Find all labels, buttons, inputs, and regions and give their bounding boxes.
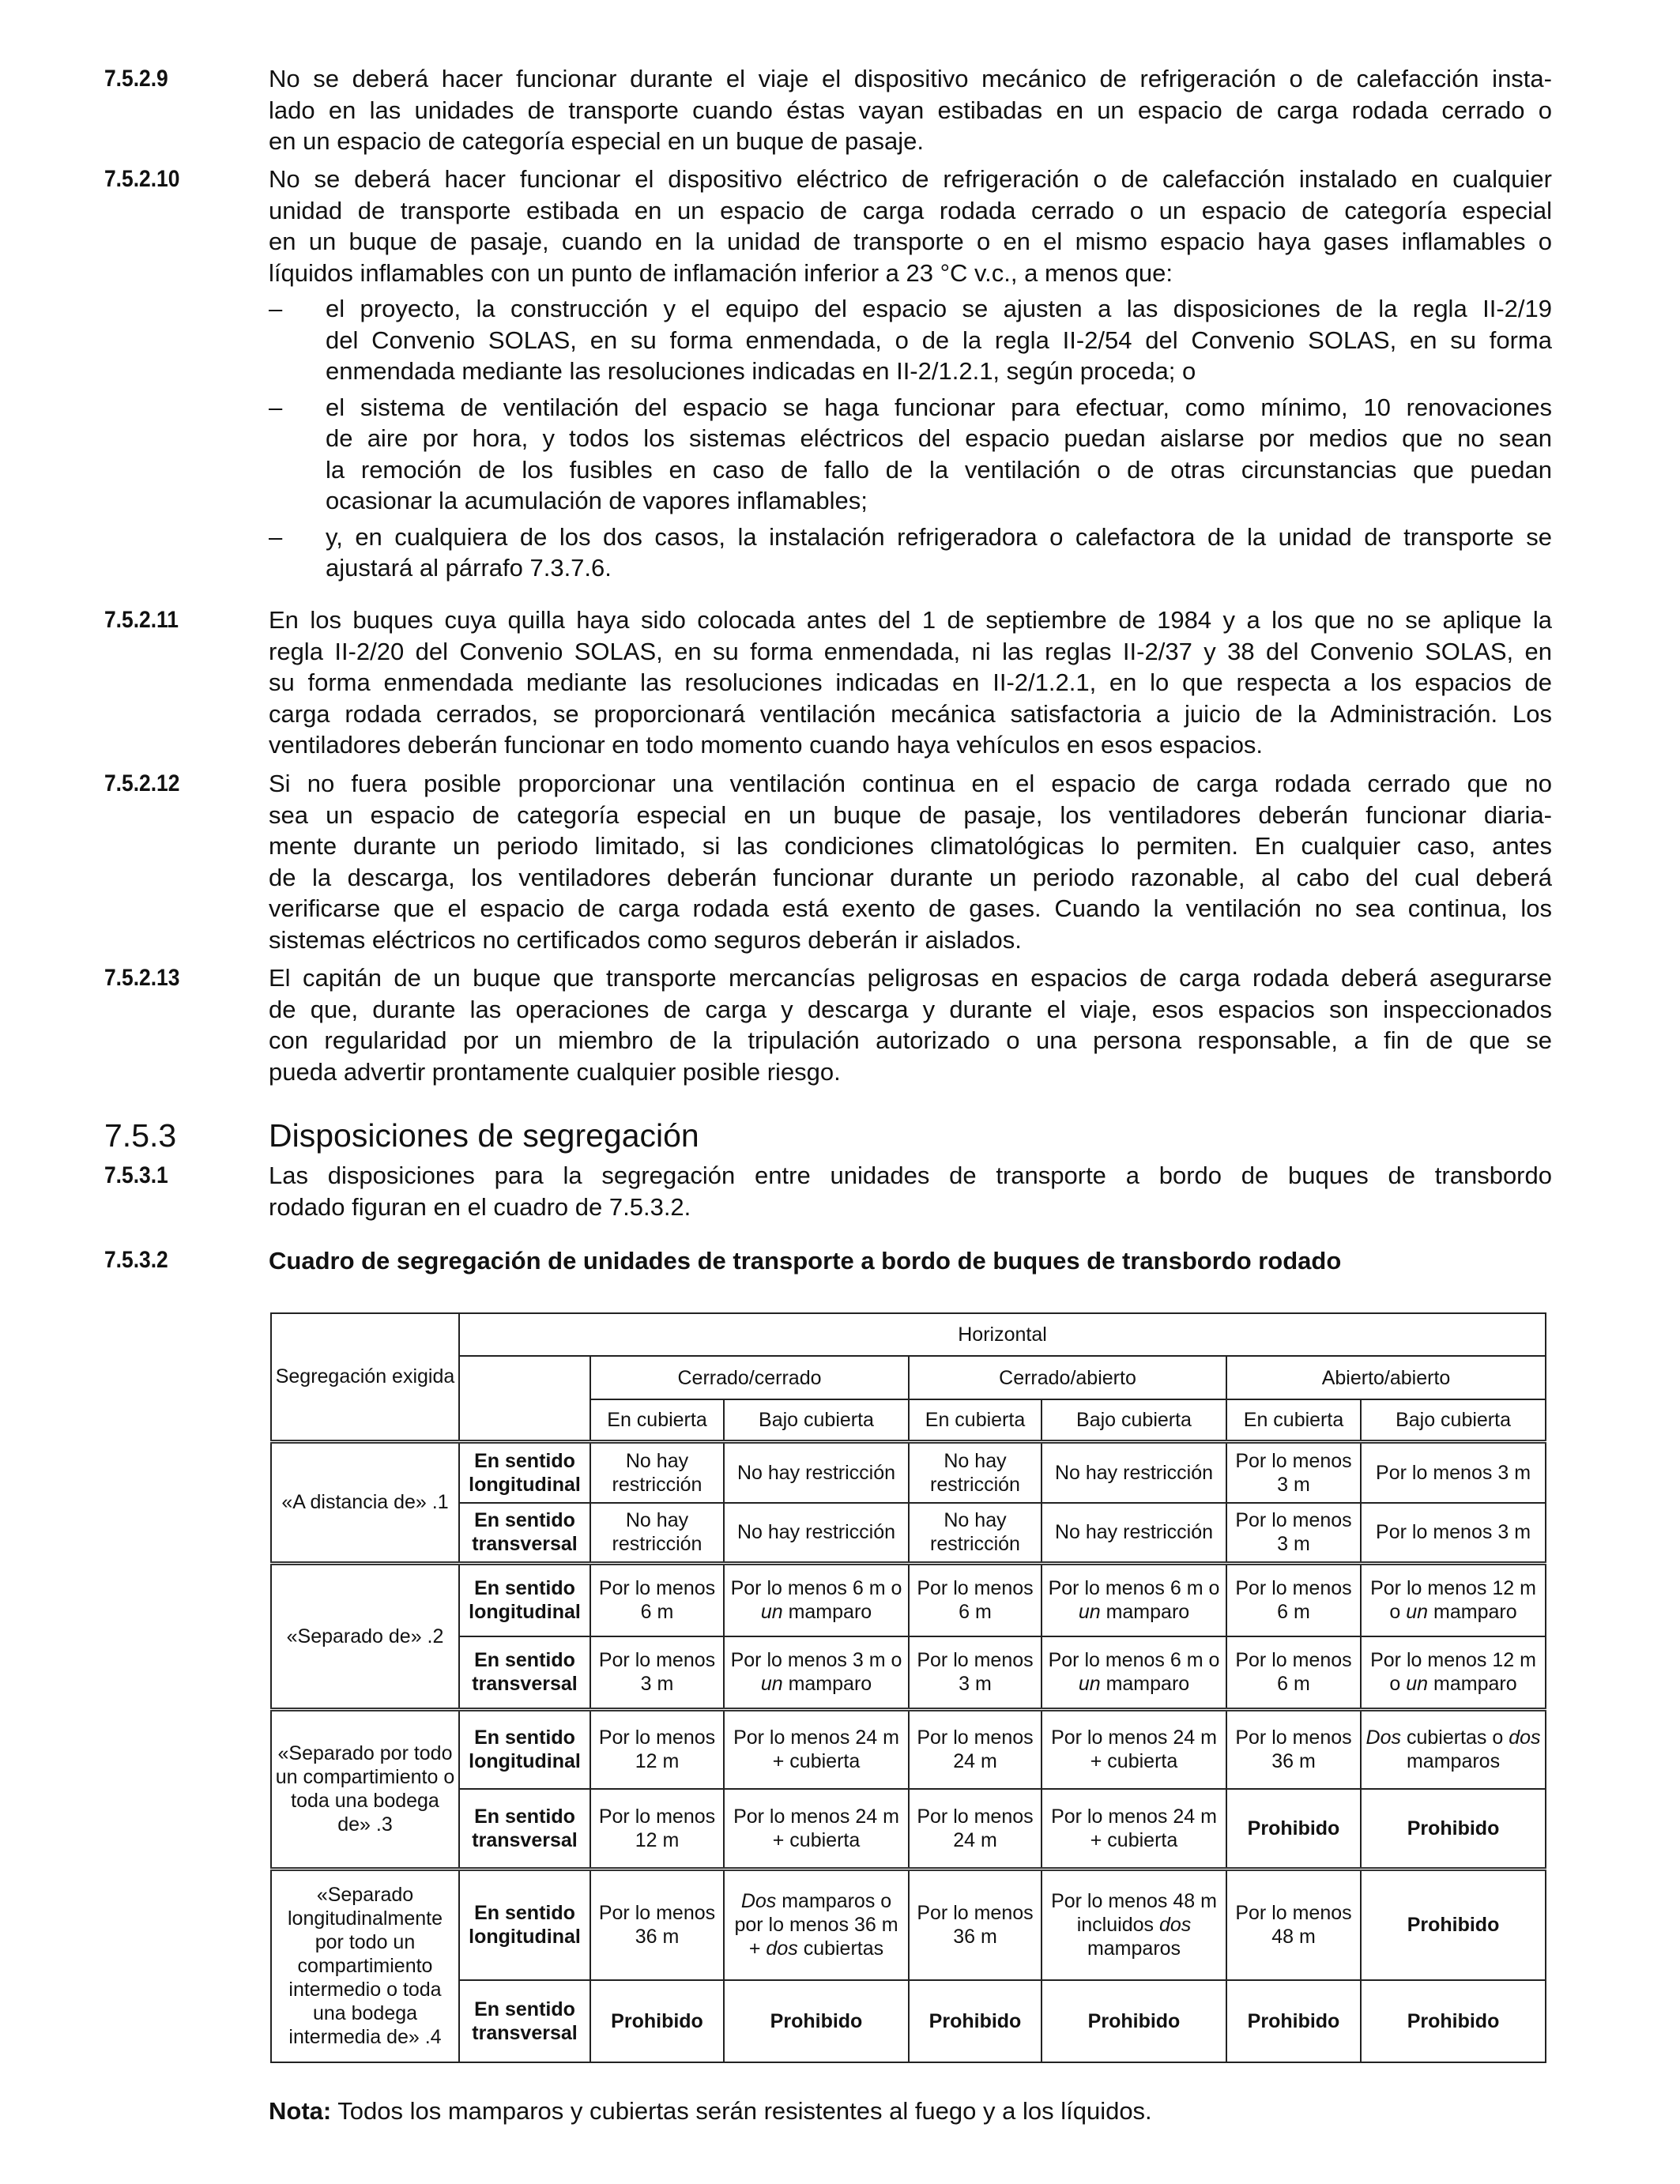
text-line: en un espacio de categoría especial en un buque de pasaje. bbox=[269, 127, 925, 155]
text-line: de que, durante las operaciones de carga y descarga y durante el viaje, esos espacios son inspeccionados bbox=[269, 995, 1552, 1023]
text-line: la remoción de los fusibles en caso de fallo de la ventilación o de otras circunstancias que puedan bbox=[326, 455, 1552, 484]
value-cell: Prohibido bbox=[1226, 1980, 1361, 2062]
text-line: El capitán de un buque que transporte mercancías peligrosas en espacios de carga rodada deberá asegurarse bbox=[269, 964, 1552, 992]
requirement-cell: «Separado longitudinalmente por todo un compartimiento intermedio o toda una bodega intermedia de» .4 bbox=[271, 1869, 459, 2062]
text-line: unidad de transporte estibada en un espacio de carga rodada cerrado o un espacio de categoría especial bbox=[269, 196, 1552, 224]
dash-bullet: – bbox=[269, 522, 283, 551]
section-number: 7.5.3 bbox=[104, 1117, 177, 1154]
direction-cell: En sentido longitudinal bbox=[459, 1441, 590, 1503]
value-cell: Por lo menos 24 m + cubierta bbox=[1042, 1709, 1226, 1789]
direction-cell: En sentido longitudinal bbox=[459, 1563, 590, 1636]
value-cell: Por lo menos 3 m bbox=[1226, 1441, 1361, 1503]
requirement-cell: «Separado por todo un compartimiento o toda una bodega de» .3 bbox=[271, 1709, 459, 1869]
value-cell: Por lo menos 6 m bbox=[590, 1563, 724, 1636]
text-line: ajustará al párrafo 7.3.7.6. bbox=[326, 554, 612, 582]
value-cell: No hay restricción bbox=[590, 1441, 724, 1503]
group-header: Cerrado/cerrado bbox=[590, 1356, 909, 1399]
paragraph-number: 7.5.2.12 bbox=[104, 770, 180, 796]
value-cell: Por lo menos 3 m bbox=[590, 1636, 724, 1709]
text-line: En los buques cuya quilla haya sido colocada antes del 1 de septiembre de 1984 y a los que no se aplique la bbox=[269, 606, 1552, 634]
value-cell: Por lo menos 6 m o un mamparo bbox=[724, 1563, 909, 1636]
note-label: Nota: bbox=[269, 2097, 332, 2125]
direction-cell: En sentido transversal bbox=[459, 1789, 590, 1869]
text-line: verificarse que el espacio de carga rodada está exento de gases. Cuando la ventilación no sea continua, los bbox=[269, 894, 1552, 922]
text-line: el proyecto, la construcción y el equipo del espacio se ajusten a las disposiciones de la regla II-2/19 bbox=[326, 295, 1552, 322]
text-line: con regularidad por un miembro de la tripulación autorizado o una persona responsable, a fin de que se bbox=[269, 1026, 1552, 1054]
text-line: pueda advertir prontamente cualquier posible riesgo. bbox=[269, 1057, 841, 1086]
value-cell: Por lo menos 24 m + cubierta bbox=[724, 1789, 909, 1869]
value-cell: Prohibido bbox=[590, 1980, 724, 2062]
value-cell: Por lo menos 36 m bbox=[590, 1869, 724, 1980]
value-cell: No hay restricción bbox=[1042, 1441, 1226, 1503]
value-cell: Por lo menos 3 m bbox=[1361, 1441, 1546, 1503]
paragraph-number: 7.5.2.10 bbox=[104, 166, 180, 192]
subcol-header: En cubierta bbox=[590, 1399, 724, 1441]
value-cell: Dos mamparos o por lo menos 36 m + dos cubiertas bbox=[724, 1869, 909, 1980]
list-item bbox=[269, 522, 1552, 584]
text-line: sea un espacio de categoría especial en un buque de pasaje, los ventiladores deberán funcionar diaria- bbox=[269, 800, 1552, 829]
text-line: del Convenio SOLAS, en su forma enmendada, o de la regla II-2/54 del Convenio SOLAS, en su forma bbox=[326, 326, 1552, 354]
value-cell: No hay restricción bbox=[724, 1503, 909, 1563]
group-header: Cerrado/abierto bbox=[909, 1356, 1226, 1399]
value-cell: Por lo menos 6 m bbox=[909, 1563, 1042, 1636]
paragraph-text bbox=[269, 962, 1552, 1087]
blank-header bbox=[459, 1356, 590, 1441]
paragraph-text bbox=[269, 164, 1552, 584]
table-row bbox=[271, 1789, 1546, 1869]
text-line: de aire por hora, y todos los sistemas eléctricos del espacio puedan aislarse por medios que no sean bbox=[326, 424, 1552, 452]
subcol-header: Bajo cubierta bbox=[1042, 1399, 1226, 1441]
value-cell: Por lo menos 6 m bbox=[1226, 1563, 1361, 1636]
value-cell: Prohibido bbox=[1226, 1789, 1361, 1869]
value-cell: Por lo menos 36 m bbox=[909, 1869, 1042, 1980]
value-cell: Por lo menos 3 m bbox=[909, 1636, 1042, 1709]
value-cell: No hay restricción bbox=[909, 1441, 1042, 1503]
value-cell: Por lo menos 48 m incluidos dos mamparos bbox=[1042, 1869, 1226, 1980]
text-line: líquidos inflamables con un punto de inflamación inferior a 23 °C v.c., a menos que: bbox=[269, 258, 1173, 287]
value-cell: Por lo menos 24 m bbox=[909, 1789, 1042, 1869]
value-cell: Por lo menos 12 m o un mamparo bbox=[1361, 1636, 1546, 1709]
value-cell: Por lo menos 24 m + cubierta bbox=[724, 1709, 909, 1789]
value-cell: Dos cubiertas o dos mamparos bbox=[1361, 1709, 1546, 1789]
text-line: No se deberá hacer funcionar el dispositivo eléctrico de refrigeración o de calefacción instalado en cualquier bbox=[269, 165, 1552, 193]
direction-cell: En sentido transversal bbox=[459, 1980, 590, 2062]
dash-bullet: – bbox=[269, 295, 283, 322]
value-cell: Por lo menos 3 m o un mamparo bbox=[724, 1636, 909, 1709]
text-line: y, en cualquiera de los dos casos, la instalación refrigeradora o calefactora de la unidad de transporte se bbox=[326, 522, 1552, 551]
table-row bbox=[271, 1869, 1546, 1980]
text-line: el sistema de ventilación del espacio se haga funcionar para efectuar, como mínimo, 10 renovaciones bbox=[326, 393, 1552, 421]
corner-header: Segregación exigida bbox=[271, 1313, 459, 1441]
requirement-cell: «A distancia de» .1 bbox=[271, 1441, 459, 1563]
paragraph-number: 7.5.3.1 bbox=[104, 1162, 168, 1188]
direction-cell: En sentido transversal bbox=[459, 1503, 590, 1563]
value-cell: Por lo menos 6 m o un mamparo bbox=[1042, 1636, 1226, 1709]
table-row bbox=[271, 1563, 1546, 1636]
value-cell: Prohibido bbox=[1042, 1980, 1226, 2062]
caption-text: Cuadro de segregación de unidades de transporte a bordo de buques de transbordo rodado bbox=[269, 1247, 1342, 1275]
value-cell: Por lo menos 12 m o un mamparo bbox=[1361, 1563, 1546, 1636]
text-line: No se deberá hacer funcionar durante el viaje el dispositivo mecánico de refrigeración o de calefacción insta- bbox=[269, 65, 1552, 92]
paragraph-text bbox=[269, 768, 1552, 955]
horizontal-header: Horizontal bbox=[459, 1313, 1546, 1356]
value-cell: Prohibido bbox=[1361, 1869, 1546, 1980]
paragraph-text bbox=[269, 1160, 1552, 1222]
group-header: Abierto/abierto bbox=[1226, 1356, 1546, 1399]
text-line: carga rodada cerrados, se proporcionará ventilación mecánica satisfactoria a juicio de la Administración. Los bbox=[269, 699, 1552, 728]
text-line: de la descarga, los ventiladores deberán funcionar durante un periodo razonable, al cabo del cual deberá bbox=[269, 863, 1552, 891]
text-line: mente durante un periodo limitado, si las condiciones climatológicas lo permiten. En cualquier caso, antes bbox=[269, 832, 1552, 860]
value-cell: Prohibido bbox=[1361, 1789, 1546, 1869]
requirement-cell: «Separado de» .2 bbox=[271, 1563, 459, 1709]
subcol-header: Bajo cubierta bbox=[1361, 1399, 1546, 1441]
dash-bullet: – bbox=[269, 393, 283, 421]
direction-cell: En sentido longitudinal bbox=[459, 1709, 590, 1789]
note bbox=[269, 2097, 1152, 2126]
direction-cell: En sentido transversal bbox=[459, 1636, 590, 1709]
text-line: Las disposiciones para la segregación entre unidades de transporte a bordo de buques de transbordo bbox=[269, 1162, 1552, 1189]
table-row bbox=[271, 1441, 1546, 1503]
text-line: regla II-2/20 del Convenio SOLAS, en su forma enmendada, ni las reglas II-2/37 y 38 del Convenio SOLAS, en bbox=[269, 637, 1552, 665]
value-cell: Por lo menos 24 m + cubierta bbox=[1042, 1789, 1226, 1869]
note-text: Todos los mamparos y cubiertas serán resistentes al fuego y a los líquidos. bbox=[331, 2097, 1152, 2125]
value-cell: Por lo menos 48 m bbox=[1226, 1869, 1361, 1980]
paragraph-number: 7.5.2.9 bbox=[104, 66, 168, 92]
value-cell: No hay restricción bbox=[909, 1503, 1042, 1563]
value-cell: No hay restricción bbox=[590, 1503, 724, 1563]
subcol-header: Bajo cubierta bbox=[724, 1399, 909, 1441]
list-item bbox=[269, 293, 1552, 387]
value-cell: Por lo menos 3 m bbox=[1226, 1503, 1361, 1563]
table-row bbox=[271, 1636, 1546, 1709]
text-line: Si no fuera posible proporcionar una ventilación continua en el espacio de carga rodada cerrado que no bbox=[269, 770, 1552, 797]
paragraph-text bbox=[269, 604, 1552, 761]
value-cell: No hay restricción bbox=[1042, 1503, 1226, 1563]
text-line: ocasionar la acumulación de vapores inflamables; bbox=[326, 487, 868, 514]
text-line: sistemas eléctricos no certificados como seguros deberán ir aislados. bbox=[269, 925, 1022, 954]
list-item bbox=[269, 392, 1552, 517]
section-title: Disposiciones de segregación bbox=[269, 1117, 699, 1154]
value-cell: Prohibido bbox=[1361, 1980, 1546, 2062]
value-cell: No hay restricción bbox=[724, 1441, 909, 1503]
text-line: lado en las unidades de transporte cuando éstas vayan estibadas en un espacio de carga rodada cerrado o bbox=[269, 96, 1552, 124]
paragraph-number: 7.5.2.11 bbox=[104, 607, 179, 633]
paragraph-text bbox=[269, 63, 1552, 157]
text-line: enmendada mediante las resoluciones indicadas en II-2/1.2.1, según proceda; o bbox=[326, 357, 1196, 385]
subcol-header: En cubierta bbox=[1226, 1399, 1361, 1441]
value-cell: Prohibido bbox=[909, 1980, 1042, 2062]
direction-cell: En sentido longitudinal bbox=[459, 1869, 590, 1980]
segregation-table bbox=[270, 1312, 1546, 2063]
paragraph-number: 7.5.3.2 bbox=[104, 1247, 168, 1273]
value-cell: Por lo menos 36 m bbox=[1226, 1709, 1361, 1789]
table-row bbox=[271, 1503, 1546, 1563]
value-cell: Prohibido bbox=[724, 1980, 909, 2062]
value-cell: Por lo menos 24 m bbox=[909, 1709, 1042, 1789]
value-cell: Por lo menos 6 m bbox=[1226, 1636, 1361, 1709]
value-cell: Por lo menos 6 m o un mamparo bbox=[1042, 1563, 1226, 1636]
value-cell: Por lo menos 12 m bbox=[590, 1789, 724, 1869]
text-line: en un buque de pasaje, cuando en la unidad de transporte o en el mismo espacio haya gases inflamables o bbox=[269, 228, 1552, 255]
subcol-header: En cubierta bbox=[909, 1399, 1042, 1441]
table-row bbox=[271, 1709, 1546, 1789]
value-cell: Por lo menos 3 m bbox=[1361, 1503, 1546, 1563]
table-row bbox=[271, 1980, 1546, 2062]
value-cell: Por lo menos 12 m bbox=[590, 1709, 724, 1789]
text-line: rodado figuran en el cuadro de 7.5.3.2. bbox=[269, 1192, 691, 1221]
text-line: su forma enmendada mediante las resoluciones indicadas en II-2/1.2.1, en lo que respecta a los espacios de bbox=[269, 668, 1552, 696]
text-line: ventiladores deberán funcionar en todo momento cuando haya vehículos en esos espacios. bbox=[269, 731, 1264, 759]
paragraph-number: 7.5.2.13 bbox=[104, 965, 180, 991]
